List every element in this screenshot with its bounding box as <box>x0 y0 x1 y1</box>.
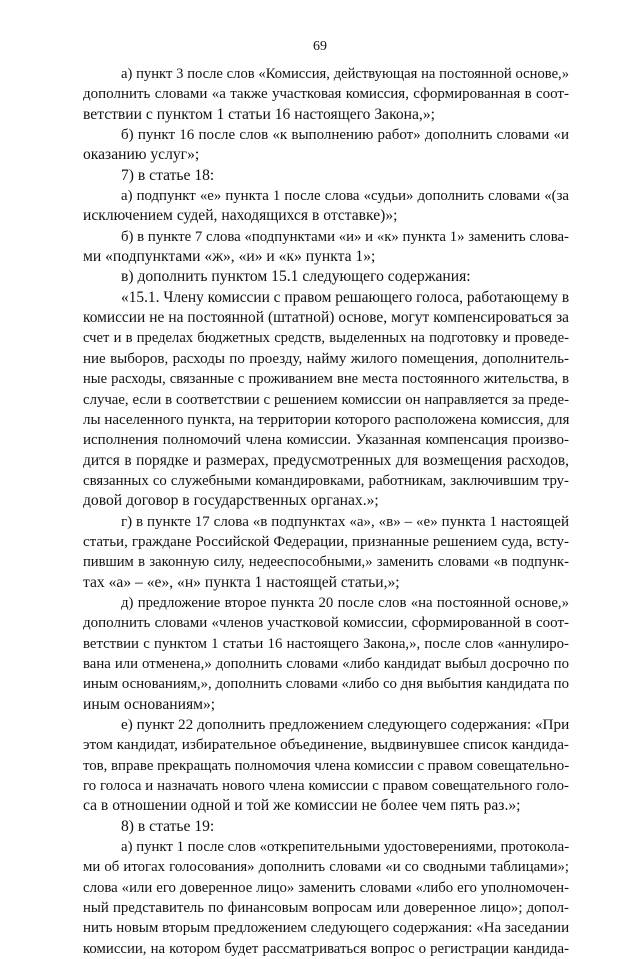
text-line: д) предложение второе пункта 20 после слов «на постоянной основе,» <box>121 594 569 611</box>
text-line: иным основаниям»; <box>83 695 216 713</box>
text-line: вана или отменена,» дополнить словами «либо кандидат выбыл досрочно по <box>83 655 569 672</box>
text-line: го голоса и назначать нового члена комиссии с правом совещательного голо- <box>83 778 569 795</box>
text-line: ветствии с пунктом 1 статьи 16 настоящего Закона,», после слов «аннулиро- <box>83 635 569 652</box>
text-line: исключением судей, находящихся в отставке)»; <box>83 207 398 225</box>
text-line: дополнить словами «членов участковой комиссии, сформированной в соот- <box>83 615 569 632</box>
text-line: г) в пункте 17 слова «в подпунктах «а», «в» – «е» пункта 1 настоящей <box>121 513 569 530</box>
text-line: ветствии с пунктом 1 статьи 16 настоящего Закона,»; <box>83 105 435 123</box>
text-line: дится в порядке и размерах, предусмотренных для возмещения расходов, <box>83 451 569 469</box>
text-line: счет и в пределах бюджетных средств, выделенных на подготовку и проведе- <box>83 330 569 347</box>
text-line: оказанию услуг»; <box>83 146 200 164</box>
text-line: ный представитель по финансовым вопросам или доверенное лицо»; допол- <box>83 900 569 917</box>
text-line: е) пункт 22 дополнить предложением следующего содержания: «При <box>121 716 569 733</box>
text-line: иным основаниям,», дополнить словами «либо со дня выбытия кандидата по <box>83 676 569 693</box>
text-line: комиссии, на котором будет рассматриваться вопрос о регистрации кандида- <box>83 940 569 957</box>
text-line: б) в пункте 7 слова «подпунктами «и» и «к» пункта 1» заменить слова- <box>121 228 569 245</box>
text-line: 7) в статье 18: <box>121 166 215 184</box>
text-line: лы населенного пункта, на территории которого расположена комиссия, для <box>83 411 569 428</box>
page-number: 69 <box>313 39 327 54</box>
text-line: ми «подпунктами «ж», «и» и «к» пункта 1»; <box>83 248 376 266</box>
text-line: 8) в статье 19: <box>121 817 215 835</box>
text-line: ние выборов, расходы по проезду, найму жилого помещения, дополнитель- <box>83 350 569 367</box>
text-line: б) пункт 16 после слов «к выполнению работ» дополнить словами «и <box>121 127 569 144</box>
text-line: «15.1. Члену комиссии с правом решающего голоса, работающему в <box>121 288 569 306</box>
text-line: ми об итогах голосования» дополнить словами «и со сводными таблицами»; <box>83 859 569 876</box>
document-text <box>83 64 569 959</box>
text-line: случае, если в соответствии с решением комиссии он направляется за преде- <box>83 391 569 408</box>
text-line: нить новым вторым предложением следующего содержания: «На заседании <box>83 920 569 937</box>
text-line: слова «или его доверенное лицо» заменить словами «либо его уполномочен- <box>83 879 569 896</box>
text-line: статьи, граждане Российской Федерации, признанные решением суда, всту- <box>83 533 569 550</box>
text-line: тах «а» – «е», «н» пункта 1 настоящей статьи,»; <box>83 573 400 591</box>
text-line: связанных со служебными командировками, работникам, заключившим тру- <box>83 472 569 489</box>
text-line: комиссии не на постоянной (штатной) основе, могут компенсироваться за <box>83 309 569 327</box>
text-line: довой договор в государственных органах.»; <box>83 492 379 510</box>
text-line: дополнить словами «а также участковая комиссия, сформированная в соот- <box>83 86 569 103</box>
text-line: в) дополнить пунктом 15.1 следующего содержания: <box>121 268 471 286</box>
text-line: а) пункт 1 после слов «открепительными удостоверениями, протокола- <box>121 839 569 856</box>
text-line: а) пункт 3 после слов «Комиссия, действующая на постоянной основе,» <box>121 66 569 82</box>
text-line: са в отношении одной и той же комиссии не более чем пять раз.»; <box>83 797 521 815</box>
text-line: тов, вправе прекращать полномочия члена комиссии с правом совещательно- <box>83 757 569 774</box>
text-line: ные расходы, связанные с проживанием вне места постоянного жительства, в <box>83 371 569 388</box>
text-line: исполнения полномочий члена комиссии. Указанная компенсация произво- <box>83 432 569 449</box>
text-line: пившим в законную силу, недееспособными,» заменить словами «в подпунк- <box>83 554 569 571</box>
text-line: этом кандидат, избирательное объединение, выдвинувшее список кандида- <box>83 736 569 754</box>
text-line: а) подпункт «е» пункта 1 после слова «судьи» дополнить словами «(за <box>121 188 569 205</box>
